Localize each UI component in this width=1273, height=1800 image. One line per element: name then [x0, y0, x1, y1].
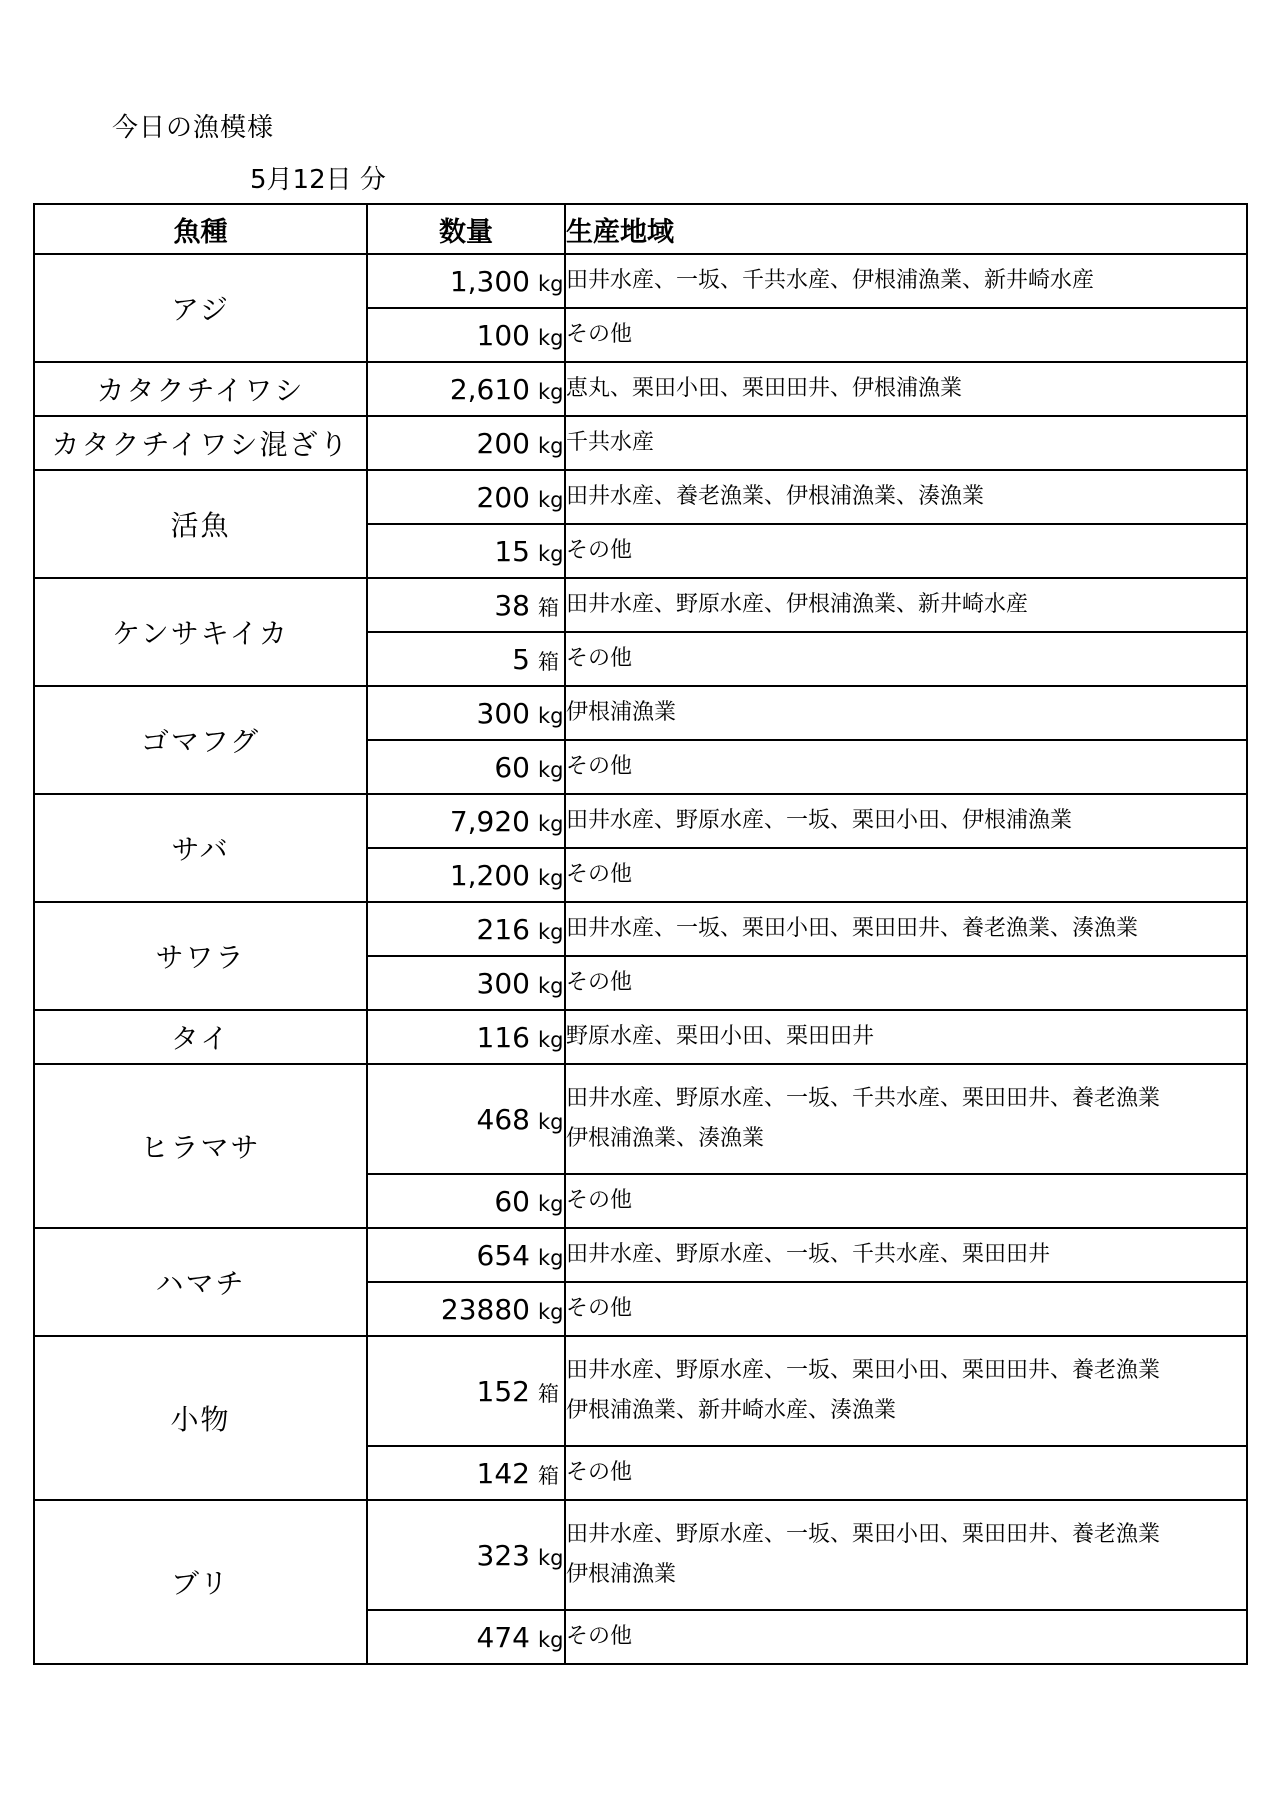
quantity-cell: [367, 578, 565, 632]
table-row: [34, 1336, 1247, 1446]
quantity-value: 100: [476, 318, 530, 352]
report-date: 5月12日 分: [250, 165, 386, 195]
quantity-value: 5: [512, 642, 530, 676]
table-row: [34, 362, 1247, 416]
quantity-value: 142: [476, 1456, 530, 1490]
table-row: [34, 794, 1247, 848]
fish-species-cell: 小物: [34, 1336, 367, 1500]
quantity-cell: [367, 1282, 565, 1336]
quantity-value: 1,200: [449, 858, 530, 892]
quantity-unit: kg: [538, 1027, 564, 1052]
quantity-unit: 箱: [538, 1463, 559, 1488]
region-cell: 伊根浦漁業: [565, 686, 1247, 740]
table-row: [34, 686, 1247, 740]
table-body: [34, 254, 1247, 1664]
region-cell: 田井水産、一坂、千共水産、伊根浦漁業、新井崎水産: [565, 254, 1247, 308]
table-row: [34, 1228, 1247, 1282]
region-cell: 田井水産、野原水産、一坂、栗田小田、栗田田井、養老漁業 伊根浦漁業: [565, 1500, 1247, 1610]
region-cell: その他: [565, 956, 1247, 1010]
quantity-unit: kg: [538, 379, 564, 404]
catch-table: [33, 203, 1248, 1665]
quantity-cell: [367, 686, 565, 740]
region-cell: 田井水産、野原水産、一坂、千共水産、栗田田井: [565, 1228, 1247, 1282]
table-row: [34, 416, 1247, 470]
table-header-row: [34, 204, 1247, 254]
quantity-cell: [367, 794, 565, 848]
quantity-unit: kg: [538, 919, 564, 944]
quantity-unit: kg: [538, 1109, 564, 1134]
quantity-unit: kg: [538, 757, 564, 782]
table-row: [34, 578, 1247, 632]
fish-species-cell: サワラ: [34, 902, 367, 1010]
table-row: [34, 470, 1247, 524]
fish-species-cell: ゴマフグ: [34, 686, 367, 794]
region-cell: 田井水産、野原水産、一坂、栗田小田、栗田田井、養老漁業 伊根浦漁業、新井崎水産、湊漁業: [565, 1336, 1247, 1446]
quantity-unit: kg: [538, 487, 564, 512]
quantity-value: 23880: [440, 1292, 530, 1326]
quantity-cell: [367, 1228, 565, 1282]
quantity-cell: [367, 956, 565, 1010]
quantity-unit: kg: [538, 1245, 564, 1270]
quantity-unit: kg: [538, 1627, 564, 1652]
column-header-quantity: 数量: [367, 204, 565, 254]
table-row: [34, 902, 1247, 956]
quantity-cell: [367, 362, 565, 416]
column-header-region: 生産地域: [565, 204, 1247, 254]
region-cell: その他: [565, 848, 1247, 902]
fish-species-cell: カタクチイワシ混ざり: [34, 416, 367, 470]
quantity-value: 474: [476, 1620, 530, 1654]
quantity-cell: [367, 1446, 565, 1500]
quantity-value: 300: [476, 966, 530, 1000]
table-row: [34, 1064, 1247, 1174]
quantity-unit: kg: [538, 325, 564, 350]
fish-species-cell: 活魚: [34, 470, 367, 578]
fish-species-cell: ハマチ: [34, 1228, 367, 1336]
region-cell: その他: [565, 632, 1247, 686]
quantity-unit: kg: [538, 541, 564, 566]
page-title: 今日の漁模様: [112, 113, 275, 143]
quantity-unit: 箱: [538, 1381, 559, 1406]
fish-species-cell: サバ: [34, 794, 367, 902]
quantity-value: 1,300: [449, 264, 530, 298]
column-header-fish: 魚種: [34, 204, 367, 254]
quantity-value: 15: [494, 534, 530, 568]
quantity-value: 323: [476, 1538, 530, 1572]
quantity-cell: [367, 308, 565, 362]
region-cell: その他: [565, 524, 1247, 578]
quantity-unit: 箱: [538, 595, 559, 620]
fish-species-cell: ブリ: [34, 1500, 367, 1664]
table-row: [34, 1500, 1247, 1610]
region-cell: 田井水産、養老漁業、伊根浦漁業、湊漁業: [565, 470, 1247, 524]
quantity-value: 7,920: [449, 804, 530, 838]
quantity-cell: [367, 902, 565, 956]
quantity-value: 60: [494, 750, 530, 784]
quantity-unit: kg: [538, 1191, 564, 1216]
quantity-value: 116: [476, 1020, 530, 1054]
quantity-unit: kg: [538, 433, 564, 458]
quantity-cell: [367, 524, 565, 578]
region-cell: 田井水産、野原水産、一坂、千共水産、栗田田井、養老漁業 伊根浦漁業、湊漁業: [565, 1064, 1247, 1174]
region-cell: 田井水産、野原水産、一坂、栗田小田、伊根浦漁業: [565, 794, 1247, 848]
quantity-unit: kg: [538, 703, 564, 728]
quantity-value: 38: [494, 588, 530, 622]
quantity-value: 2,610: [449, 372, 530, 406]
quantity-value: 200: [476, 480, 530, 514]
region-cell: 千共水産: [565, 416, 1247, 470]
table-row: [34, 254, 1247, 308]
quantity-cell: [367, 254, 565, 308]
quantity-cell: [367, 1500, 565, 1610]
region-cell: その他: [565, 1446, 1247, 1500]
quantity-cell: [367, 1174, 565, 1228]
region-cell: 恵丸、栗田小田、栗田田井、伊根浦漁業: [565, 362, 1247, 416]
fish-species-cell: ヒラマサ: [34, 1064, 367, 1228]
region-cell: その他: [565, 1282, 1247, 1336]
region-cell: 田井水産、一坂、栗田小田、栗田田井、養老漁業、湊漁業: [565, 902, 1247, 956]
region-cell: その他: [565, 308, 1247, 362]
quantity-unit: kg: [538, 865, 564, 890]
quantity-value: 152: [476, 1374, 530, 1408]
fish-species-cell: カタクチイワシ: [34, 362, 367, 416]
region-cell: 野原水産、栗田小田、栗田田井: [565, 1010, 1247, 1064]
quantity-value: 60: [494, 1184, 530, 1218]
region-cell: その他: [565, 740, 1247, 794]
fish-species-cell: タイ: [34, 1010, 367, 1064]
quantity-value: 300: [476, 696, 530, 730]
quantity-value: 200: [476, 426, 530, 460]
quantity-value: 654: [476, 1238, 530, 1272]
quantity-unit: kg: [538, 811, 564, 836]
region-cell: その他: [565, 1610, 1247, 1664]
quantity-cell: [367, 1610, 565, 1664]
fish-species-cell: アジ: [34, 254, 367, 362]
quantity-unit: kg: [538, 1299, 564, 1324]
quantity-cell: [367, 416, 565, 470]
quantity-unit: 箱: [538, 649, 559, 674]
quantity-cell: [367, 848, 565, 902]
quantity-value: 216: [476, 912, 530, 946]
quantity-unit: kg: [538, 271, 564, 296]
fish-species-cell: ケンサキイカ: [34, 578, 367, 686]
quantity-unit: kg: [538, 1545, 564, 1570]
table-row: [34, 1010, 1247, 1064]
quantity-value: 468: [476, 1102, 530, 1136]
quantity-unit: kg: [538, 973, 564, 998]
quantity-cell: [367, 1010, 565, 1064]
quantity-cell: [367, 632, 565, 686]
quantity-cell: [367, 1336, 565, 1446]
region-cell: その他: [565, 1174, 1247, 1228]
region-cell: 田井水産、野原水産、伊根浦漁業、新井崎水産: [565, 578, 1247, 632]
quantity-cell: [367, 470, 565, 524]
quantity-cell: [367, 740, 565, 794]
quantity-cell: [367, 1064, 565, 1174]
